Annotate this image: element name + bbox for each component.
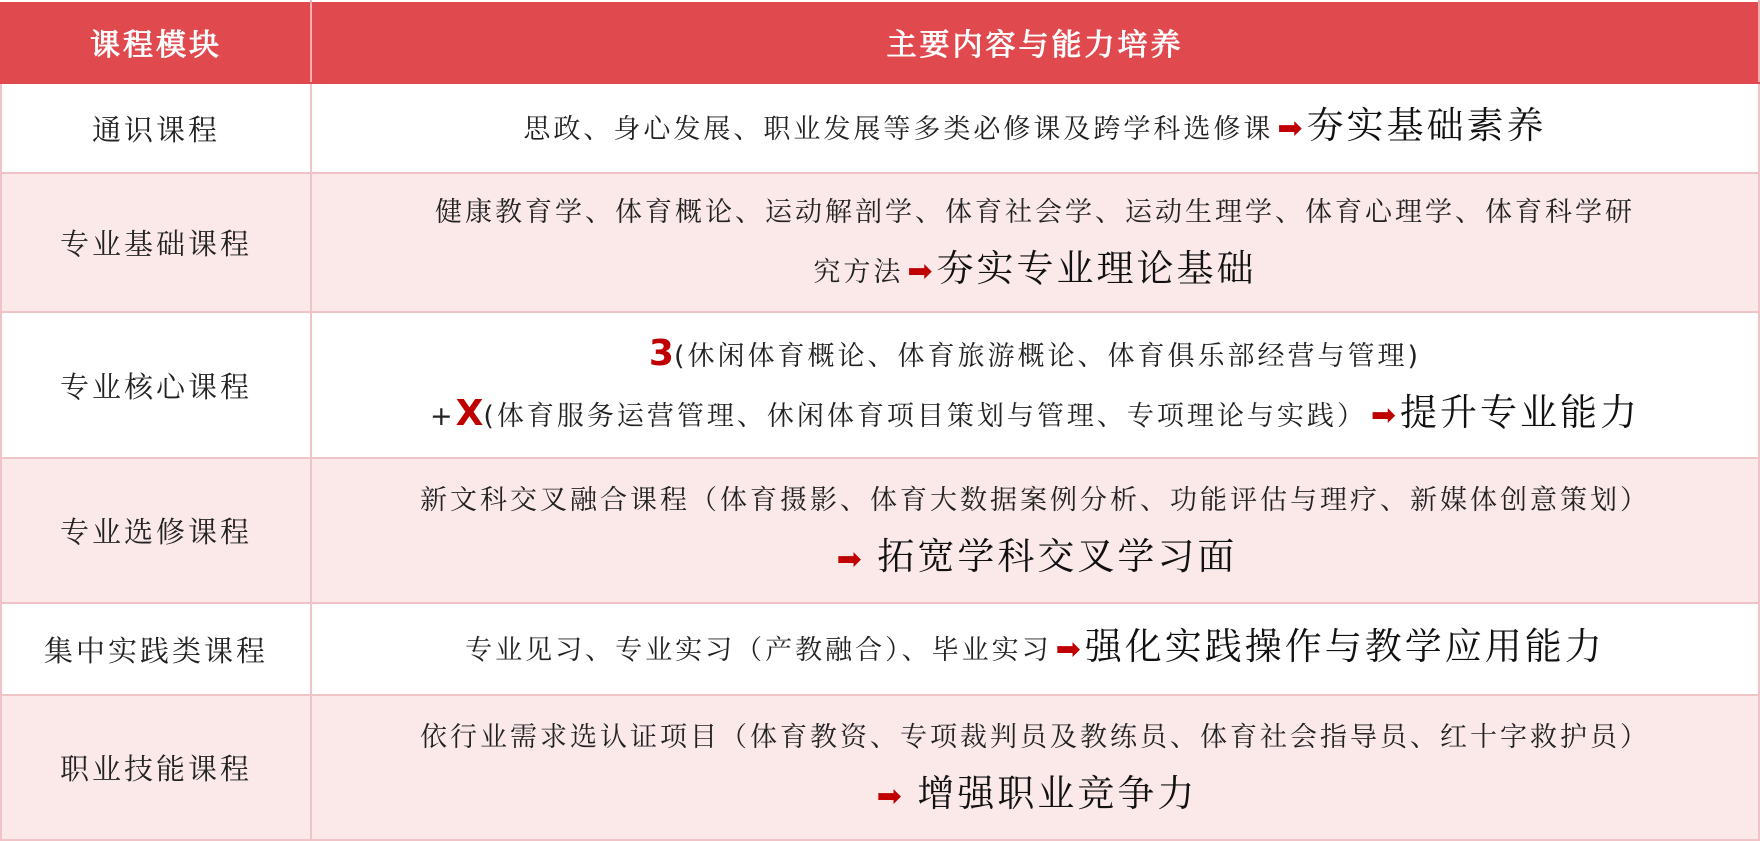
content-text: 新文科交叉融合课程（体育摄影、体育大数据案例分析、功能评估与理疗、新媒体创意策划）: [420, 484, 1650, 516]
content-text-line2: (体育服务运营管理、休闲体育项目策划与管理、专项理论与实践）: [483, 400, 1367, 432]
right-arrow-icon: ➡: [1370, 397, 1397, 433]
content-cell: [311, 458, 1759, 603]
outcome-text: 强化实践操作与教学应用能力: [1084, 625, 1605, 668]
plus-sign: +: [429, 400, 456, 432]
x-variable: X: [455, 392, 484, 434]
right-arrow-icon: ➡: [907, 253, 933, 289]
table-row: [1, 458, 1759, 603]
module-name: 专业基础课程: [1, 173, 311, 312]
right-arrow-icon: ➡: [1277, 111, 1303, 146]
content-cell: [311, 312, 1759, 458]
content-cell: [311, 603, 1759, 695]
content-text: 专业见习、专业实习（产教融合）、毕业实习: [465, 635, 1052, 666]
table-row: [1, 695, 1759, 840]
header-row: [1, 1, 1759, 83]
table-row: [1, 603, 1759, 695]
outcome-text: 夯实专业理论基础: [936, 246, 1257, 290]
module-name: 专业选修课程: [1, 458, 311, 603]
core-count-number: 3: [648, 332, 674, 374]
content-cell: [311, 695, 1759, 840]
header-content: 主要内容与能力培养: [311, 1, 1759, 83]
right-arrow-icon: ➡: [836, 541, 862, 577]
content-text: 依行业需求选认证项目（体育教资、专项裁判员及教练员、体育社会指导员、红十字救护员）: [420, 721, 1650, 753]
outcome-text: 拓宽学科交叉学习面: [877, 534, 1238, 578]
module-name: 集中实践类课程: [1, 603, 311, 695]
table-row: [1, 312, 1759, 458]
right-arrow-icon: ➡: [1055, 632, 1081, 667]
module-name: 专业核心课程: [1, 312, 311, 458]
outcome-text: 增强职业竞争力: [917, 771, 1198, 815]
table-row: [1, 173, 1759, 312]
content-text-line1: (休闲体育概论、体育旅游概论、体育俱乐部经营与管理): [673, 340, 1422, 372]
header-module: 课程模块: [1, 1, 311, 83]
module-name: 通识课程: [1, 83, 311, 173]
content-text-line1: 健康教育学、体育概论、运动解剖学、体育社会学、运动生理学、体育心理学、体育科学研: [435, 196, 1635, 228]
module-name: 职业技能课程: [1, 695, 311, 840]
content-text-line2: 究方法: [813, 256, 904, 288]
content-text: 思政、身心发展、职业发展等多类必修课及跨学科选修课: [523, 114, 1274, 145]
table-row: [1, 83, 1759, 173]
content-cell: [311, 173, 1759, 312]
right-arrow-icon: ➡: [876, 778, 902, 814]
outcome-text: 夯实基础素养: [1306, 104, 1547, 147]
outcome-text: 提升专业能力: [1400, 390, 1641, 434]
content-cell: [311, 83, 1759, 173]
